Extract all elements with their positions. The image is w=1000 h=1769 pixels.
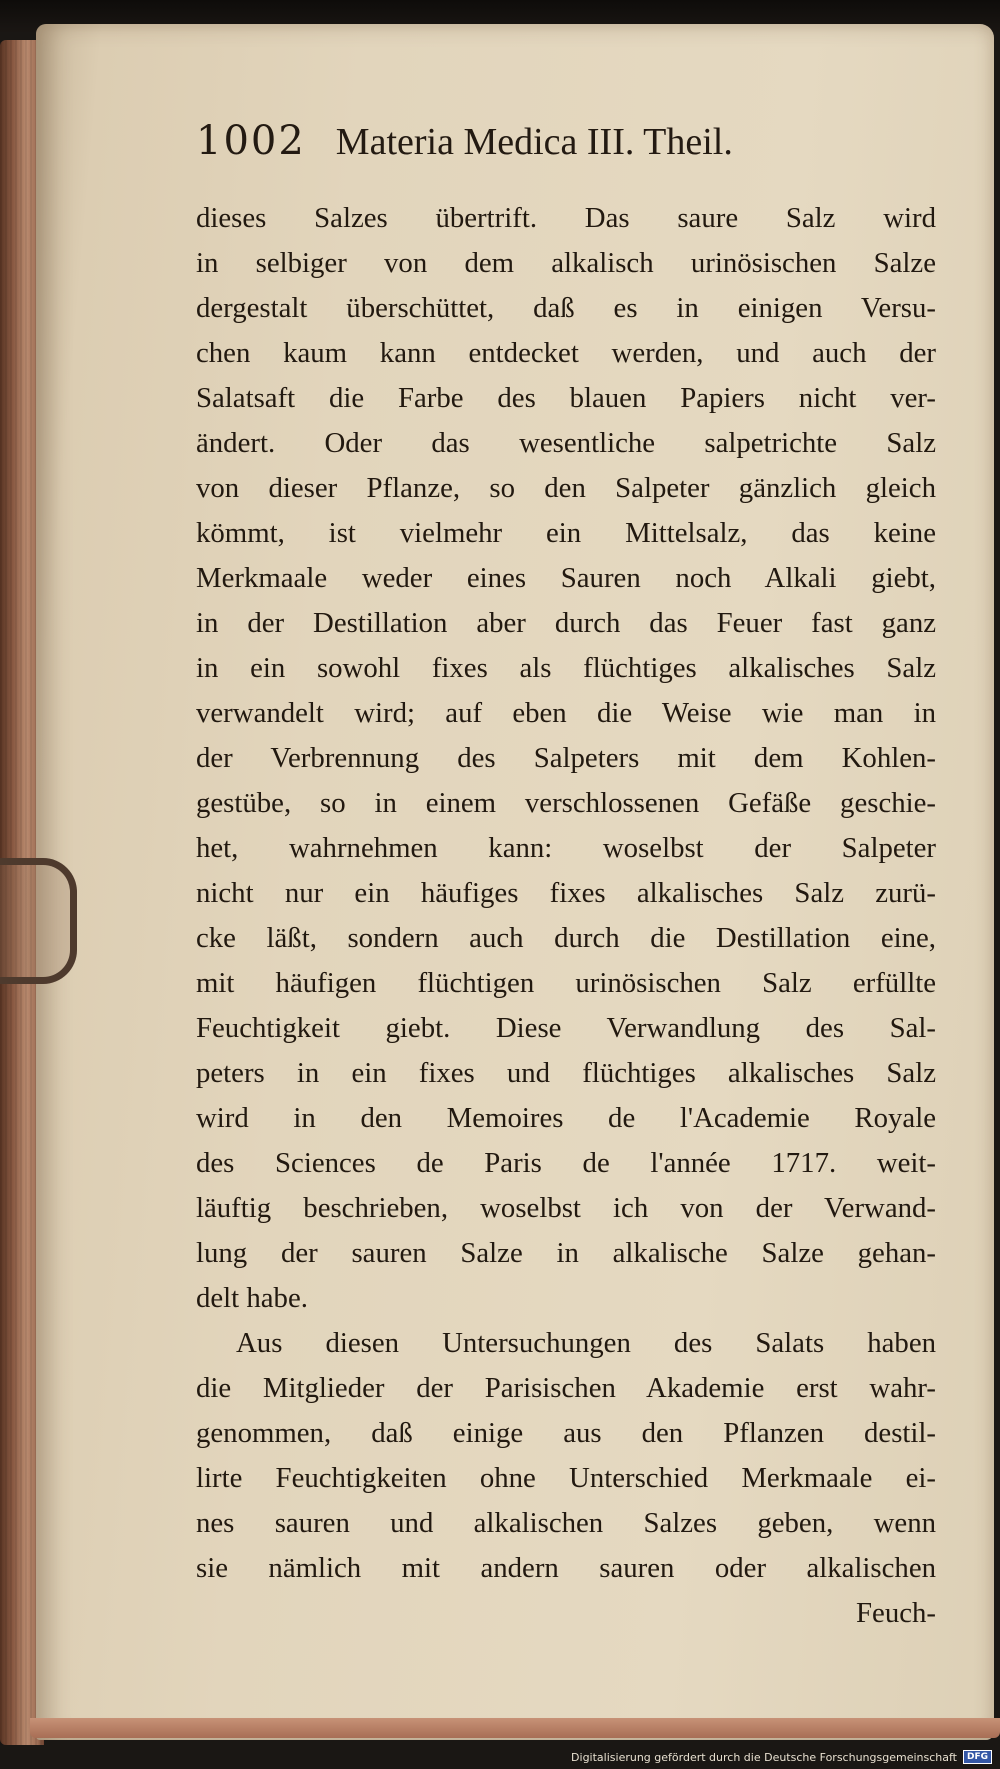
text-line: sie nämlich mit andern sauren oder alkalischen: [196, 1552, 936, 1584]
text-line: in ein sowohl fixes als flüchtiges alkalisches Salz: [196, 652, 936, 684]
text-line: in der Destillation aber durch das Feuer fast ganz: [196, 607, 936, 639]
page-header: [196, 118, 876, 178]
dfg-logo: DFG: [963, 1750, 992, 1764]
running-title: Materia Medica III. Theil.: [335, 121, 733, 163]
text-line: Aus diesen Untersuchungen des Salats haben: [236, 1327, 936, 1359]
text-line: verwandelt wird; auf eben die Weise wie man in: [196, 697, 936, 729]
text-line: wird in den Memoires de l'Academie Royale: [196, 1102, 936, 1134]
text-line: chen kaum kann entdecket werden, und auch der: [196, 337, 936, 369]
text-line: des Sciences de Paris de l'année 1717. weit-: [196, 1147, 936, 1179]
text-line: Salatsaft die Farbe des blauen Papiers nicht ver-: [196, 382, 936, 414]
text-line: kömmt, ist vielmehr ein Mittelsalz, das keine: [196, 517, 936, 549]
page-number: 1002: [196, 118, 306, 164]
text-line: Merkmaale weder eines Sauren noch Alkali giebt,: [196, 562, 936, 594]
text-line: nicht nur ein häufiges fixes alkalisches Salz zurü-: [196, 877, 936, 909]
text-line: Feuchtigkeit giebt. Diese Verwandlung des Sal-: [196, 1012, 936, 1044]
text-line: delt habe.: [196, 1282, 308, 1314]
text-line: die Mitglieder der Parisischen Akademie erst wahr-: [196, 1372, 936, 1404]
credit-text: Digitalisierung gefördert durch die Deutsche Forschungsgemeinschaft: [571, 1750, 957, 1764]
text-line: genommen, daß einige aus den Pflanzen destil-: [196, 1417, 936, 1449]
text-line: cke läßt, sondern auch durch die Destillation eine,: [196, 922, 936, 954]
body-text: [196, 196, 936, 1636]
book-clasp: [0, 858, 77, 984]
text-line: von dieser Pflanze, so den Salpeter gänzlich gleich: [196, 472, 936, 504]
page-bottom-edge: [30, 1718, 1000, 1738]
text-line: dieses Salzes übertrift. Das saure Salz wird: [196, 202, 936, 234]
text-line: peters in ein fixes und flüchtiges alkalisches Salz: [196, 1057, 936, 1089]
text-line: mit häufigen flüchtigen urinösischen Salz erfüllte: [196, 967, 936, 999]
text-line: gestübe, so in einem verschlossenen Gefäße geschie-: [196, 787, 936, 819]
catchword: Feuch-: [856, 1597, 936, 1629]
text-line: in selbiger von dem alkalisch urinösischen Salze: [196, 247, 936, 279]
text-line: läuftig beschrieben, woselbst ich von der Verwand-: [196, 1192, 936, 1224]
text-line: nes sauren und alkalischen Salzes geben, wenn: [196, 1507, 936, 1539]
text-line: ändert. Oder das wesentliche salpetrichte Salz: [196, 427, 936, 459]
text-line: het, wahrnehmen kann: woselbst der Salpeter: [196, 832, 936, 864]
text-line: der Verbrennung des Salpeters mit dem Kohlen-: [196, 742, 936, 774]
text-line: lirte Feuchtigkeiten ohne Unterschied Merkmaale ei-: [196, 1462, 936, 1494]
digitization-credit: [571, 1747, 992, 1767]
text-line: dergestalt überschüttet, daß es in einigen Versu-: [196, 292, 936, 324]
text-line: lung der sauren Salze in alkalische Salze gehan-: [196, 1237, 936, 1269]
